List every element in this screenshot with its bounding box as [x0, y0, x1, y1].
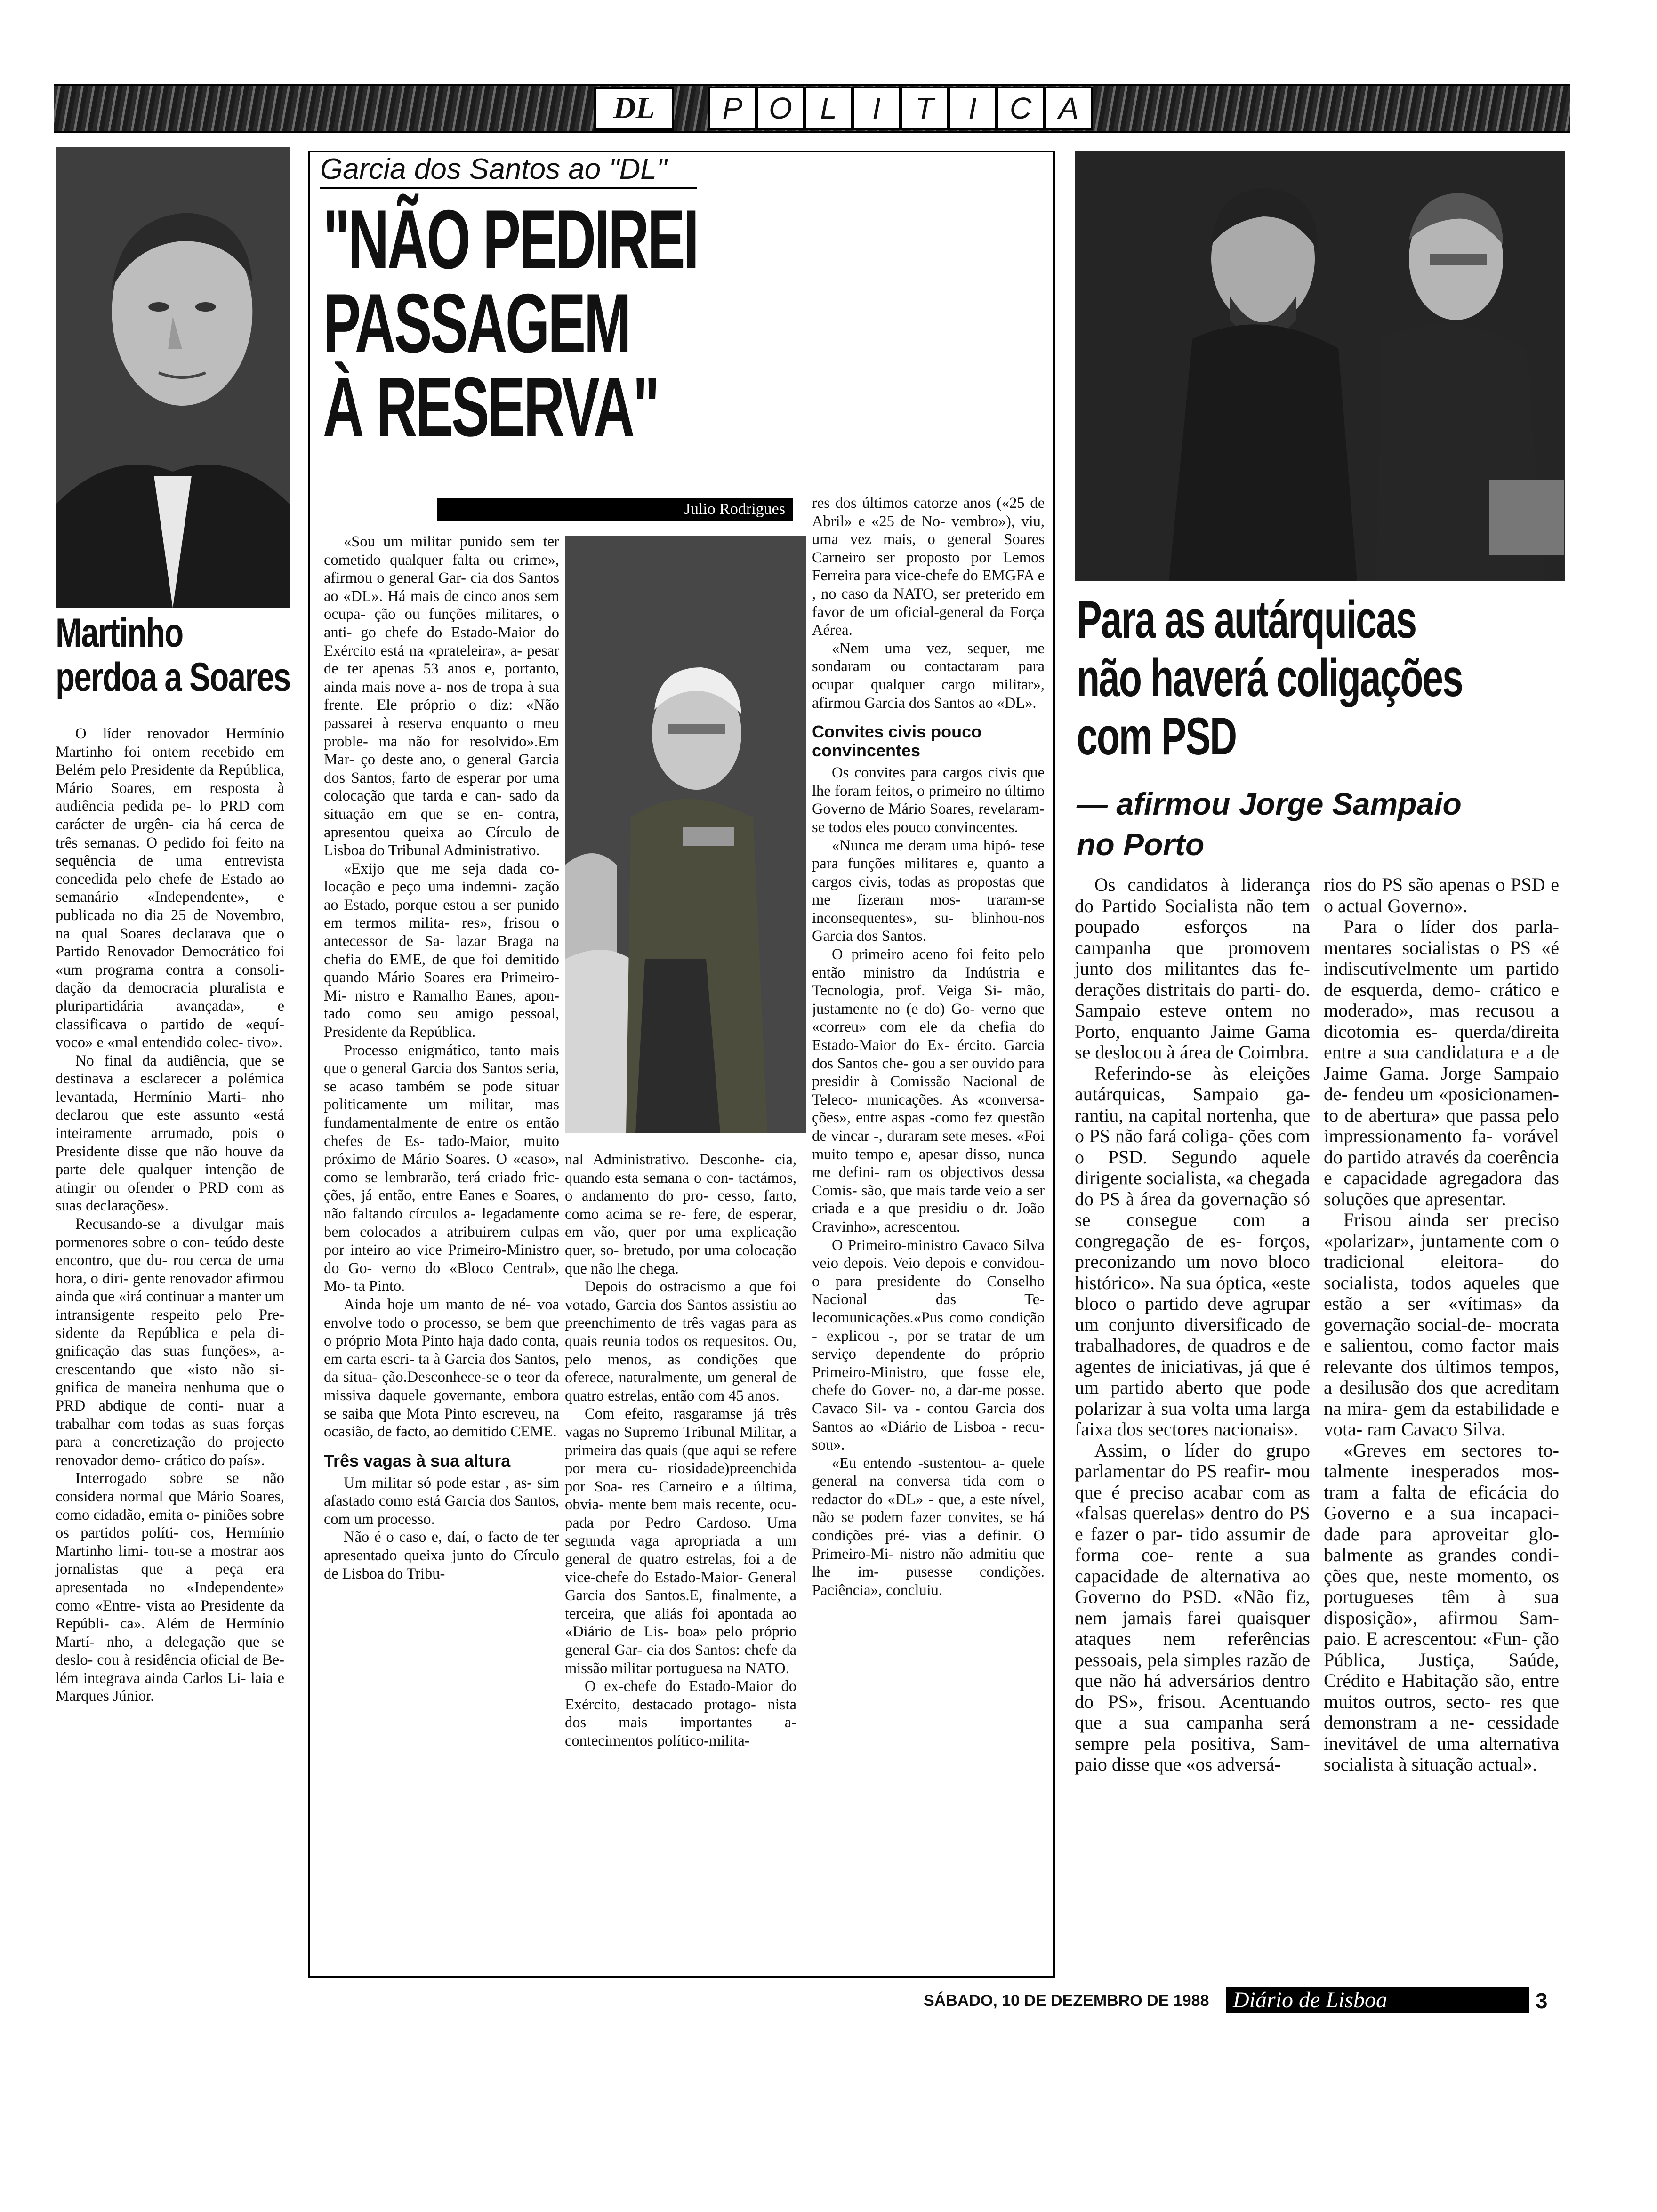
- paragraph: Depois do ostracismo a que foi votado, Garcia dos Santos assistiu ao preenchimento de três vagas para as quais reunia todos os requesitos. Ou, pelo menos, as condições que oferece, naturalmente, um general de quatro estrelas, então com 45 anos.: [565, 1278, 796, 1404]
- paragraph: No final da audiência, que se destinava a esclarecer a polémica levantada, Hermínio Marti- nho declarou que este assunto «está inteiramente arrumado, pois o Presidente disse que não houve da parte dele qualquer intenção de atingir ou ofender o PRD com as suas declarações».: [56, 1052, 284, 1215]
- headline-line: PASSAGEM: [323, 276, 630, 370]
- left-headline: [56, 611, 290, 699]
- page-number: 3: [1536, 1988, 1548, 2013]
- right-col-1: [1075, 874, 1310, 1775]
- section-letter: A: [1045, 87, 1093, 130]
- center-kicker: Garcia dos Santos ao "DL": [320, 153, 667, 185]
- paragraph: Processo enigmático, tanto mais que o general Garcia dos Santos seria, se acaso também se pode situar politicamente um militar, mas fundamentalmente de entre os então chefes de Es- tado-Maior, muito próximo de Mário Soares. O «caso», como se lembrarão, terá criado fric- ções, já então, entre Eanes e Soares, não faltando círculos a- legadamente bem colocados a atribuirem culpas por inteiro ao vice Primeiro-Ministro do Go- verno do «Bloco Central», Mo- ta Pinto.: [324, 1042, 559, 1295]
- center-col-1: [324, 533, 559, 1583]
- subheading: Convites civis pouco convincentes: [812, 722, 982, 761]
- paragraph: Recusando-se a divulgar mais pormenores sobre o con- teúdo deste encontro, que du- rou cerca de uma hora, o diri- gente renovador afirmou ainda que «irá continuar a manter um intransigente respeito pelo Pre- sidente da República e pela di- gnificação das suas funções», a- crescentando que «isto não si- gnifica de maneira nenhuma que o PRD abdique de conti- nuar a trabalhar com todas as suas forças para a concretização do projecto renovador demo- crático do país».: [56, 1216, 284, 1469]
- paragraph: res dos últimos catorze anos («25 de Abril» e «25 de No- vembro»), viu, uma vez mais, o general Soares Carneiro ser proposto por Lemos Ferreira para vice-chefe do EMGFA e , no caso da NATO, ser preterido em favor de um oficial-general da Força Aérea.: [812, 495, 1045, 639]
- paragraph: O primeiro aceno foi feito pelo então ministro da Indústria e Tecnologia, prof. Veiga Si- mão, justamente no (e do) Go- verno que «correu» com ele da chefia do Estado-Maior do Ex- ército. Garcia dos Santos che- gou a ser ouvido para presidir à Comissão Nacional de Teleco- municações. As «conversa- ções», entre aspas -como fez questão de vincar -, duraram sete meses. «Foi muito tempo e, apesar disso, nunca me defini- ram os objectivos dessa Comis- são, que mais tarde veio a ser criada e a que presidiu o dr. João Cravinho», acrescentou.: [812, 946, 1045, 1235]
- paragraph: Referindo-se às eleições autárquicas, Sampaio ga- rantiu, na capital nortenha, que o PS não fará coliga- ções com o PSD. Segundo aquele dirigente socialista, «a chegada do PS à área da governação só se consegue com a congregação de es- forços, preconizando um novo bloco histórico». Na sua óptica, «este bloco o partido deve agrupar um conjunto diversificado de trabalhadores, de quadros e de agentes de iniciativas, já que é um partido aberto que pode polarizar à sua volta uma larga faixa dos sectores nacionais».: [1075, 1062, 1310, 1440]
- subheading: Três vagas à sua altura: [324, 1451, 511, 1470]
- footer-masthead: Diário de Lisboa: [1226, 1987, 1529, 2013]
- left-article-body: [56, 725, 284, 1706]
- paragraph: Frisou ainda ser preciso «polarizar», juntamente com o tradicional eleitora- do socialista, todos aqueles que estão a ser «vítimas» da governação social-de- mocrata e salientou, como factor mais relevante dos últimos tempos, a desilusão dos que acreditam na mira- gem da estabilidade e vota- ram Cavaco Silva.: [1324, 1209, 1559, 1440]
- section-letter: P: [708, 87, 756, 130]
- paragraph: Os convites para cargos civis que lhe foram feitos, o primeiro no último Governo de Mário Soares, revelaram-se todos eles pouco convincentes.: [812, 764, 1045, 836]
- center-headline: [323, 192, 698, 454]
- paragraph: Para o líder dos parla- mentares socialistas o PS «é indiscutívelmente um partido de esquerda, demo- crático e moderado», mas recusou a dicotomia es- querda/direita entre a sua candidatura e a de Jaime Gama. Jorge Sampaio de- fendeu um «posicionamen- to de abertura» que passa pelo impressionamento fa- vorável do partido através da coerência e capacidade agregadora das soluções que apresentar.: [1324, 916, 1559, 1210]
- paragraph: Ainda hoje um manto de né- voa envolve todo o processo, se bem que o próprio Mota Pinto haja dado conta, em carta escri- ta à Garcia dos Santos, da situa- ção.Desconhece-se o teor da missiva daquele governante, embora se saiba que Mota Pinto escreveu, na ocasião, de facto, ao demitido CEME.: [324, 1296, 559, 1441]
- paragraph: «Sou um militar punido sem ter cometido qualquer falta ou crime», afirmou o general Gar- cia dos Santos ao «DL». Há mais de cinco anos sem ocupa- ção ou funções militares, o anti- go chefe do Estado-Maior do Exército está na «prateleira», a- pesar de ter apenas 53 anos e, portanto, ainda mais nove a- nos de tropa à sua frente. Ele próprio o diz: «Não passarei à reserva enquanto o meu proble- ma não for resolvido».Em Mar- ço deste ano, o general Garcia dos Santos, farto de esperar por uma colocação que tarda e can- sado da situação em que se en- contra, apresentou queixa ao Círculo de Lisboa do Tribunal Administrativo.: [324, 533, 559, 859]
- right-col-2: [1324, 874, 1559, 1775]
- headline-line: não haverá coligações: [1077, 649, 1463, 707]
- section-letter: I: [853, 87, 901, 130]
- paragraph: O líder renovador Hermínio Martinho foi ontem recebido em Belém pelo Presidente da República, Mário Soares, em resposta à audiência pedida pe- lo PRD com carácter de urgên- cia há cerca de três semanas. O pedido foi feito na sequência de uma entrevista concedida pelo chefe de Estado ao semanário «Independente», e publicada no dia 25 de Novembro, na qual Soares declarava que o Partido Renovador Democrático foi «um programa contra a consoli- dação da democracia pluralista e pluripartidária avançada», e classificava o partido de «equí- voco» e «mal entendido colec- tivo».: [56, 725, 284, 1051]
- headline-line: com PSD: [1077, 707, 1236, 766]
- paragraph: Os candidatos à liderança do Partido Socialista não tem poupado esforços na campanha que promovem junto dos militantes das fe- derações distritais do parti- do. Sampaio esteve ontem no Porto, enquanto Jaime Gama se deslocou à área de Coimbra.: [1075, 874, 1310, 1063]
- headline-line: À RESERVA": [323, 360, 658, 454]
- paragraph: «Nunca me deram uma hipó- tese para funções militares e, quanto a cargos civis, todas as propostas que me fizeram mos- traram-se inconsequentes», su- blinhou-nos Garcia dos Santos.: [812, 837, 1045, 945]
- section-letter: C: [997, 87, 1045, 130]
- headline-line: Para as autárquicas: [1077, 590, 1416, 649]
- center-col-3: [812, 494, 1045, 1599]
- paragraph: Um militar só pode estar , as- sim afastado como está Garcia dos Santos, com um processo.: [324, 1474, 559, 1528]
- section-letter: L: [804, 87, 853, 130]
- paragraph: rios do PS são apenas o PSD e o actual Governo».: [1324, 874, 1559, 916]
- paragraph: nal Administrativo. Desconhe- cia, quando esta semana o con- tactámos, o andamento do pro- cesso, farto, como acima se re- fere, de esperar, em vão, quer por uma explicação quer, so- bretudo, por uma colocação que não lhe chega.: [565, 1151, 796, 1277]
- paragraph: Assim, o líder do grupo parlamentar do PS reafir- mou que é preciso acabar com as «falsas querelas» dentro do PS e fazer o par- tido assumir de forma coe- rente a sua capacidade de alternativa ao Governo do PSD. «Não fiz, nem jamais farei quaisquer ataques nem referências pessoais, pela simples razão de que não há adversários dentro do PS», frisou. Acentuando que a sua campanha será sempre pela positiva, Sam- paio disse que «os adversá-: [1075, 1439, 1310, 1775]
- headline-line: perdoa a Soares: [56, 655, 290, 700]
- portrait-photo-martinho: [56, 147, 290, 608]
- footer-date: SÁBADO, 10 DE DEZEMBRO DE 1988: [924, 1992, 1209, 2010]
- headline-line: Martinho: [56, 610, 183, 656]
- byline: Julio Rodrigues: [437, 498, 793, 521]
- paragraph: O Primeiro-ministro Cavaco Silva veio depois. Veio depois e convidou-o para presidente do Conselho Nacional das Te- lecomunicações.«Pus como condição - explicou -, por se tratar de um serviço dependente do próprio Primeiro-Ministro, que fosse ele, chefe do Gover- no, a dar-me posse. Cavaco Sil- va - contou Garcia dos Santos ao «Diário de Lisboa - recu- sou».: [812, 1236, 1045, 1454]
- paragraph: «Greves em sectores to- talmente inesperados mos- tram a falta de eficácia do Governo e a sua incapaci- dade para aproveitar glo- balmente as grandes condi- ções que, neste momento, os portugueses têm à sua disposição», afirmou Sam- paio. E acrescentou: «Fun- ção Pública, Justiça, Saúde, Crédito e Habitação são, entre muitos outros, secto- res que demonstram a ne- cessidade inevitável de uma alternativa socialista à situação actual».: [1324, 1439, 1559, 1775]
- paragraph: Com efeito, rasgaramse já três vagas no Supremo Tribunal Militar, a primeira das quais (que aqui se refere por mera cu- riosidade)preenchida por Soa- res Carneiro e a última, obvia- mente bem mais recente, ocu- pada por Pedro Cardoso. Uma segunda vaga apropriada a um general de quatro estrelas, foi a de vice-chefe do Estado-Maior- General Garcia dos Santos.E, finalmente, a terceira, que aliás foi apontada ao «Diário de Lis- boa» pelo próprio general Gar- cia dos Santos: chefe da missão militar portuguesa na NATO.: [565, 1405, 796, 1677]
- subheadline-line: — afirmou Jorge Sampaio: [1077, 786, 1462, 821]
- subheadline-line: no Porto: [1077, 827, 1205, 862]
- right-headline: [1077, 591, 1463, 766]
- dl-logo: DL: [594, 87, 674, 131]
- paragraph: «Eu entendo -sustentou- a- quele general na conversa tida com o redactor do «DL» - que, a este nível, não se podem fazer convites, se há condições pré- vias a definir. O Primeiro-Mi- nistro não admitiu que lhe im- pusesse condições. Paciência», concluiu.: [812, 1454, 1045, 1599]
- right-subheadline: [1077, 784, 1462, 865]
- section-letter: T: [901, 87, 949, 130]
- paragraph: «Exijo que me seja dada co- locação e peço uma indemni- zação ao Estado, porque estou a ser punido em termos milita- res», frisou o antecessor de Sa- lazar Braga na chefia do EME, de que foi demitido quando Mário Soares era Primeiro-Mi- nistro e Ramalho Eanes, apon- tado como seu amigo pessoal, Presidente da República.: [324, 860, 559, 1041]
- kicker-rule: [320, 187, 697, 189]
- headline-line: "NÃO PEDIREI: [323, 192, 698, 286]
- paragraph: Interrogado sobre se não considera normal que Mário Soares, como cidadão, emita o- piniões sobre os partidos políti- cos, Hermínio Martinho limi- tou-se a mostrar aos jornalistas que a peça era apresentada no «Independente» como «Entre- vista ao Presidente da Repúbli- ca». Além de Hermínio Martí- nho, a delegação que se deslo- cou à residência oficial de Be- lém integrava ainda Carlos Li- laia e Marques Júnior.: [56, 1470, 284, 1705]
- section-letter: O: [756, 87, 804, 130]
- paragraph: O ex-chefe do Estado-Maior do Exército, destacado protago- nista dos mais importantes a- contecimentos político-milita-: [565, 1678, 796, 1749]
- section-title: [708, 87, 1093, 126]
- paragraph: Não é o caso e, daí, o facto de ter apresentado queixa junto do Círculo de Lisboa do Tribu-: [324, 1529, 559, 1582]
- paragraph: «Nem uma vez, sequer, me sondaram ou contactaram para ocupar qualquer cargo militar», afirmou Garcia dos Santos ao «DL».: [812, 640, 1045, 712]
- general-photo: [565, 536, 806, 1133]
- sampaio-photo: [1075, 151, 1565, 581]
- center-col-2: [565, 1151, 796, 1750]
- section-letter: I: [949, 87, 997, 130]
